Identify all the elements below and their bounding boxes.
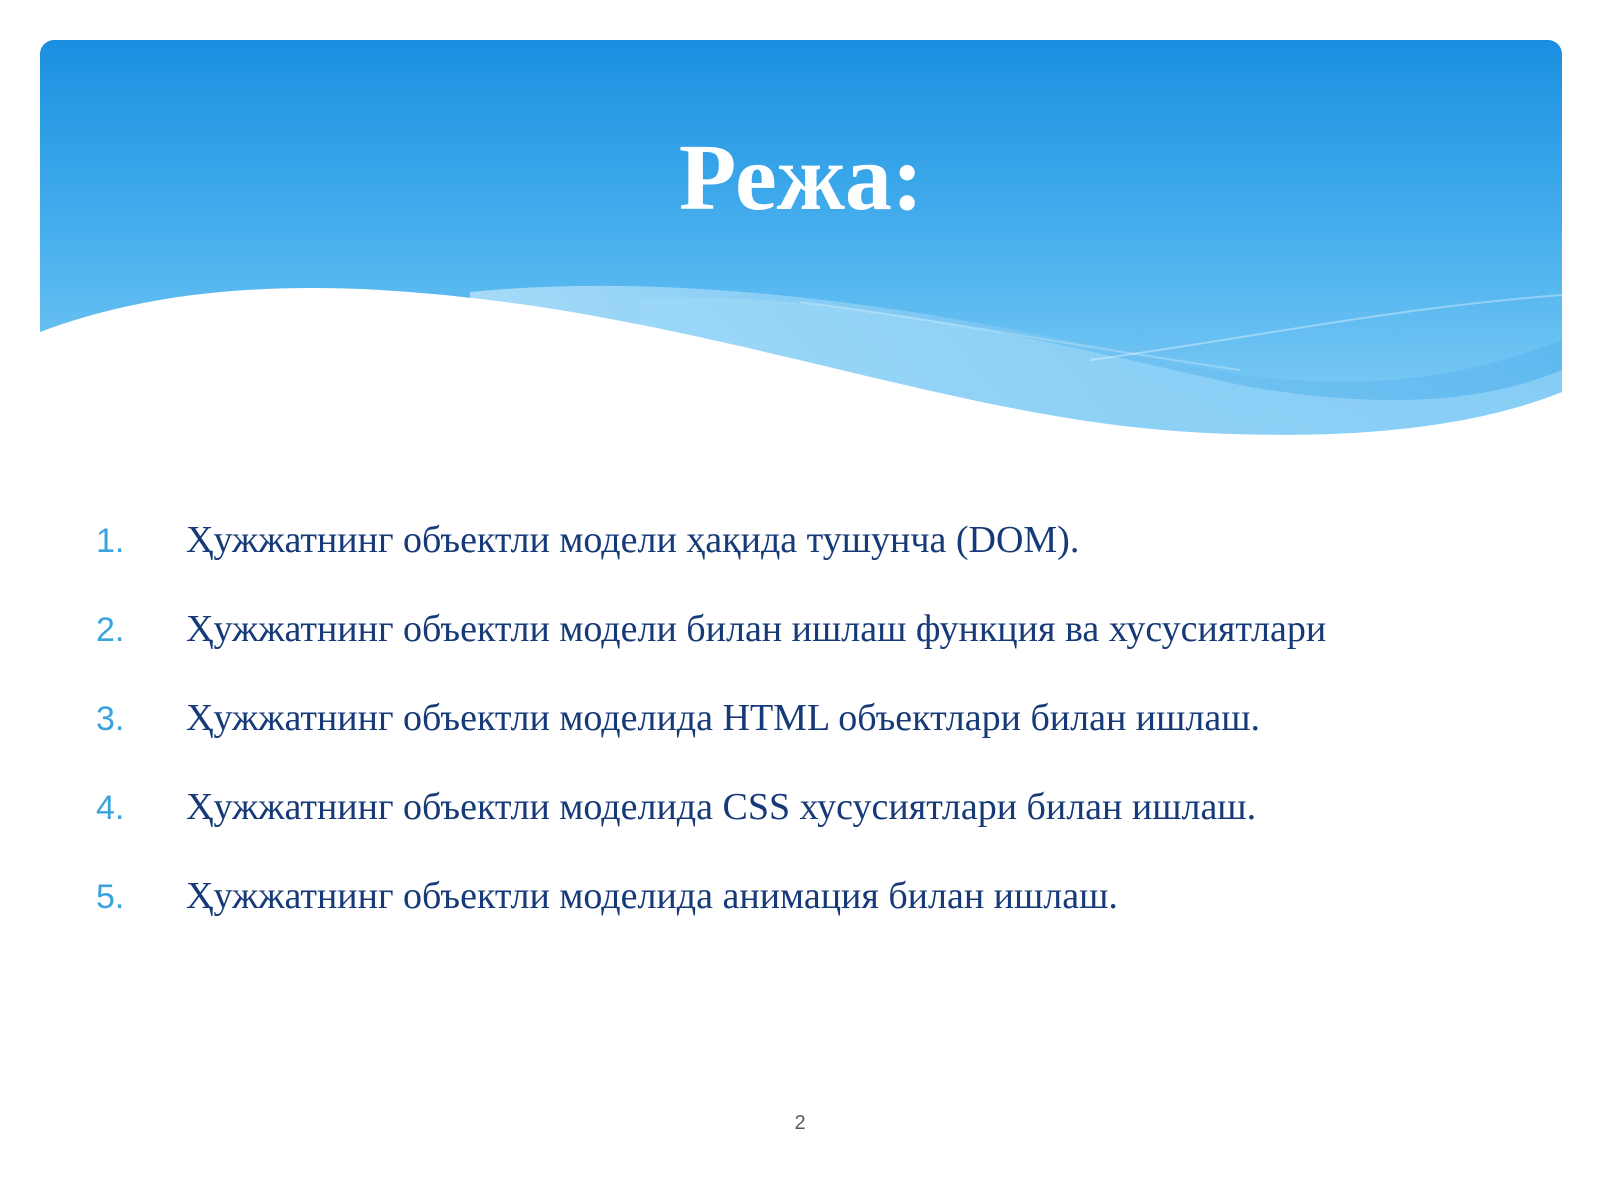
wave-graphic bbox=[40, 40, 1562, 460]
agenda-item-2 bbox=[96, 607, 1536, 696]
agenda-item-number: 3. bbox=[96, 700, 125, 738]
agenda-item-text: Ҳужжатнинг объектли модели билан ишлаш функция ва хусусиятлари bbox=[186, 608, 1327, 650]
page-number: 2 bbox=[794, 1112, 806, 1134]
agenda-item-text: Ҳужжатнинг объектли моделида CSS хусусиятлари билан ишлаш. bbox=[186, 786, 1257, 828]
slide-title: Режа: bbox=[678, 126, 924, 230]
agenda-item-text: Ҳужжатнинг объектли модели ҳақида тушунча (DOM). bbox=[186, 519, 1080, 561]
agenda-item-number: 4. bbox=[96, 789, 125, 827]
agenda-item-number: 1. bbox=[96, 522, 125, 560]
agenda-item-text: Ҳужжатнинг объектли моделида HTML объектлари билан ишлаш. bbox=[186, 697, 1260, 739]
agenda-item-4 bbox=[96, 785, 1536, 874]
header-wave-background bbox=[40, 40, 1562, 460]
agenda-list bbox=[96, 518, 1536, 963]
agenda-item-number: 5. bbox=[96, 878, 125, 916]
agenda-item-1 bbox=[96, 518, 1536, 607]
agenda-item-3 bbox=[96, 696, 1536, 785]
agenda-item-5 bbox=[96, 874, 1536, 963]
agenda-item-text: Ҳужжатнинг объектли моделида анимация билан ишлаш. bbox=[186, 875, 1118, 917]
agenda-item-number: 2. bbox=[96, 611, 125, 649]
